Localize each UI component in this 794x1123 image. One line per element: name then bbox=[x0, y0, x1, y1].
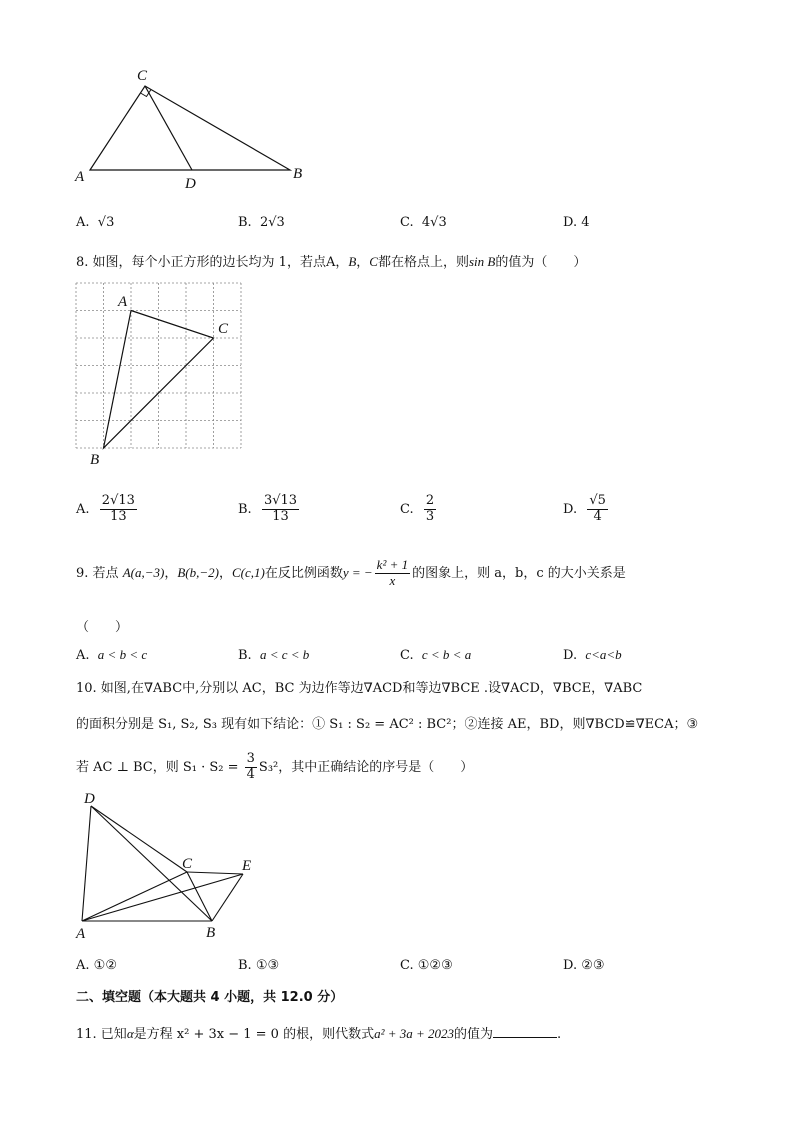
figure-q8-grid bbox=[70, 278, 250, 478]
q9-paren: （ ） bbox=[76, 620, 129, 635]
label-b: B bbox=[206, 925, 216, 941]
segment-dc bbox=[91, 806, 187, 872]
segment-cb bbox=[187, 872, 212, 921]
label-c: C bbox=[137, 68, 148, 84]
label-d: D bbox=[185, 176, 196, 192]
label-c: C bbox=[182, 856, 193, 872]
label-a: A bbox=[118, 294, 128, 310]
label-a: A bbox=[76, 926, 86, 942]
answer-blank[interactable] bbox=[493, 1025, 557, 1038]
figure-q10 bbox=[70, 788, 270, 943]
segment-ad bbox=[82, 806, 91, 921]
triangle-acb bbox=[90, 86, 290, 170]
segment-ae bbox=[82, 874, 243, 921]
q10-option-a: A. ①② bbox=[76, 958, 117, 973]
q10-option-b: B. ①③ bbox=[238, 958, 280, 973]
q8-option-c: C. $\frac{2}{3}$ bbox=[400, 493, 435, 524]
q7-option-b: B. 2√3 bbox=[238, 215, 285, 230]
label-b: B bbox=[293, 166, 303, 182]
q7-option-c: C. 4√3 bbox=[400, 215, 447, 230]
q11-stem: 11. 已知α是方程 x² + 3x − 1 = 0 的根，则代数式a² + 3a + 2023的值为 . bbox=[76, 1026, 562, 1042]
q7-option-a: A. √3 bbox=[76, 215, 115, 230]
q10-line-2: 的面积分别是 S₁, S₂, S₃ 现有如下结论：① S₁ : S₂ = AC² : BC²；②连接 AE，BD，则∇BCD≌∇ECA；③ bbox=[76, 717, 699, 732]
label-d: D bbox=[84, 791, 95, 807]
section-heading-fill-in: 二、填空题（本大题共 4 小题，共 12.0 分） bbox=[76, 990, 344, 1005]
segment-ce bbox=[187, 872, 243, 874]
grid-lines bbox=[76, 283, 241, 448]
q9-option-d: D. c<a<b bbox=[563, 647, 622, 663]
q10-line-1: 10. 如图,在∇ABC中,分别以 AC，BC 为边作等边∇ACD和等边∇BCE .设∇ACD，∇BCE，∇ABC bbox=[76, 681, 643, 696]
q9-option-a: A. a < b < c bbox=[76, 647, 148, 663]
q8-stem: 8. 如图，每个小正方形的边长均为 1，若点A，B，C都在格点上，则sin B的值为（ ） bbox=[76, 254, 587, 270]
q10-option-d: D. ②③ bbox=[563, 958, 605, 973]
label-c: C bbox=[218, 321, 229, 337]
figure-q7 bbox=[70, 60, 320, 200]
q9-option-c: C. c < b < a bbox=[400, 647, 472, 663]
q9-stem: 9. 若点 A(a,−3)，B(b,−2)，C(c,1)在反比例函数y = − $\frac{\text{k² + 1}}{x}$ 的图象上，则 a，b，c 的大小关系是 bbox=[76, 557, 626, 588]
q10-option-c: C. ①②③ bbox=[400, 958, 453, 973]
q10-line-3: 若 AC ⊥ BC，则 S₁ · S₂ = $\frac{3}{4}$ S₃²，其中正确结论的序号是（ ） bbox=[76, 751, 474, 782]
segment-db bbox=[91, 806, 212, 921]
label-e: E bbox=[242, 858, 252, 874]
segment-cd bbox=[145, 86, 192, 170]
q8-option-b: B. $\frac{3√13}{13}$ bbox=[238, 493, 298, 524]
segment-eb bbox=[212, 874, 243, 921]
q8-option-d: D. $\frac{√5}{4}$ bbox=[563, 493, 606, 524]
q9-option-b: B. a < c < b bbox=[238, 647, 310, 663]
q8-option-a: A. $\frac{2√13}{13}$ bbox=[76, 493, 135, 524]
label-a: A bbox=[75, 169, 85, 185]
q7-option-d: D. 4 bbox=[563, 215, 590, 230]
segment-ac bbox=[82, 872, 187, 921]
label-b: B bbox=[90, 452, 100, 468]
